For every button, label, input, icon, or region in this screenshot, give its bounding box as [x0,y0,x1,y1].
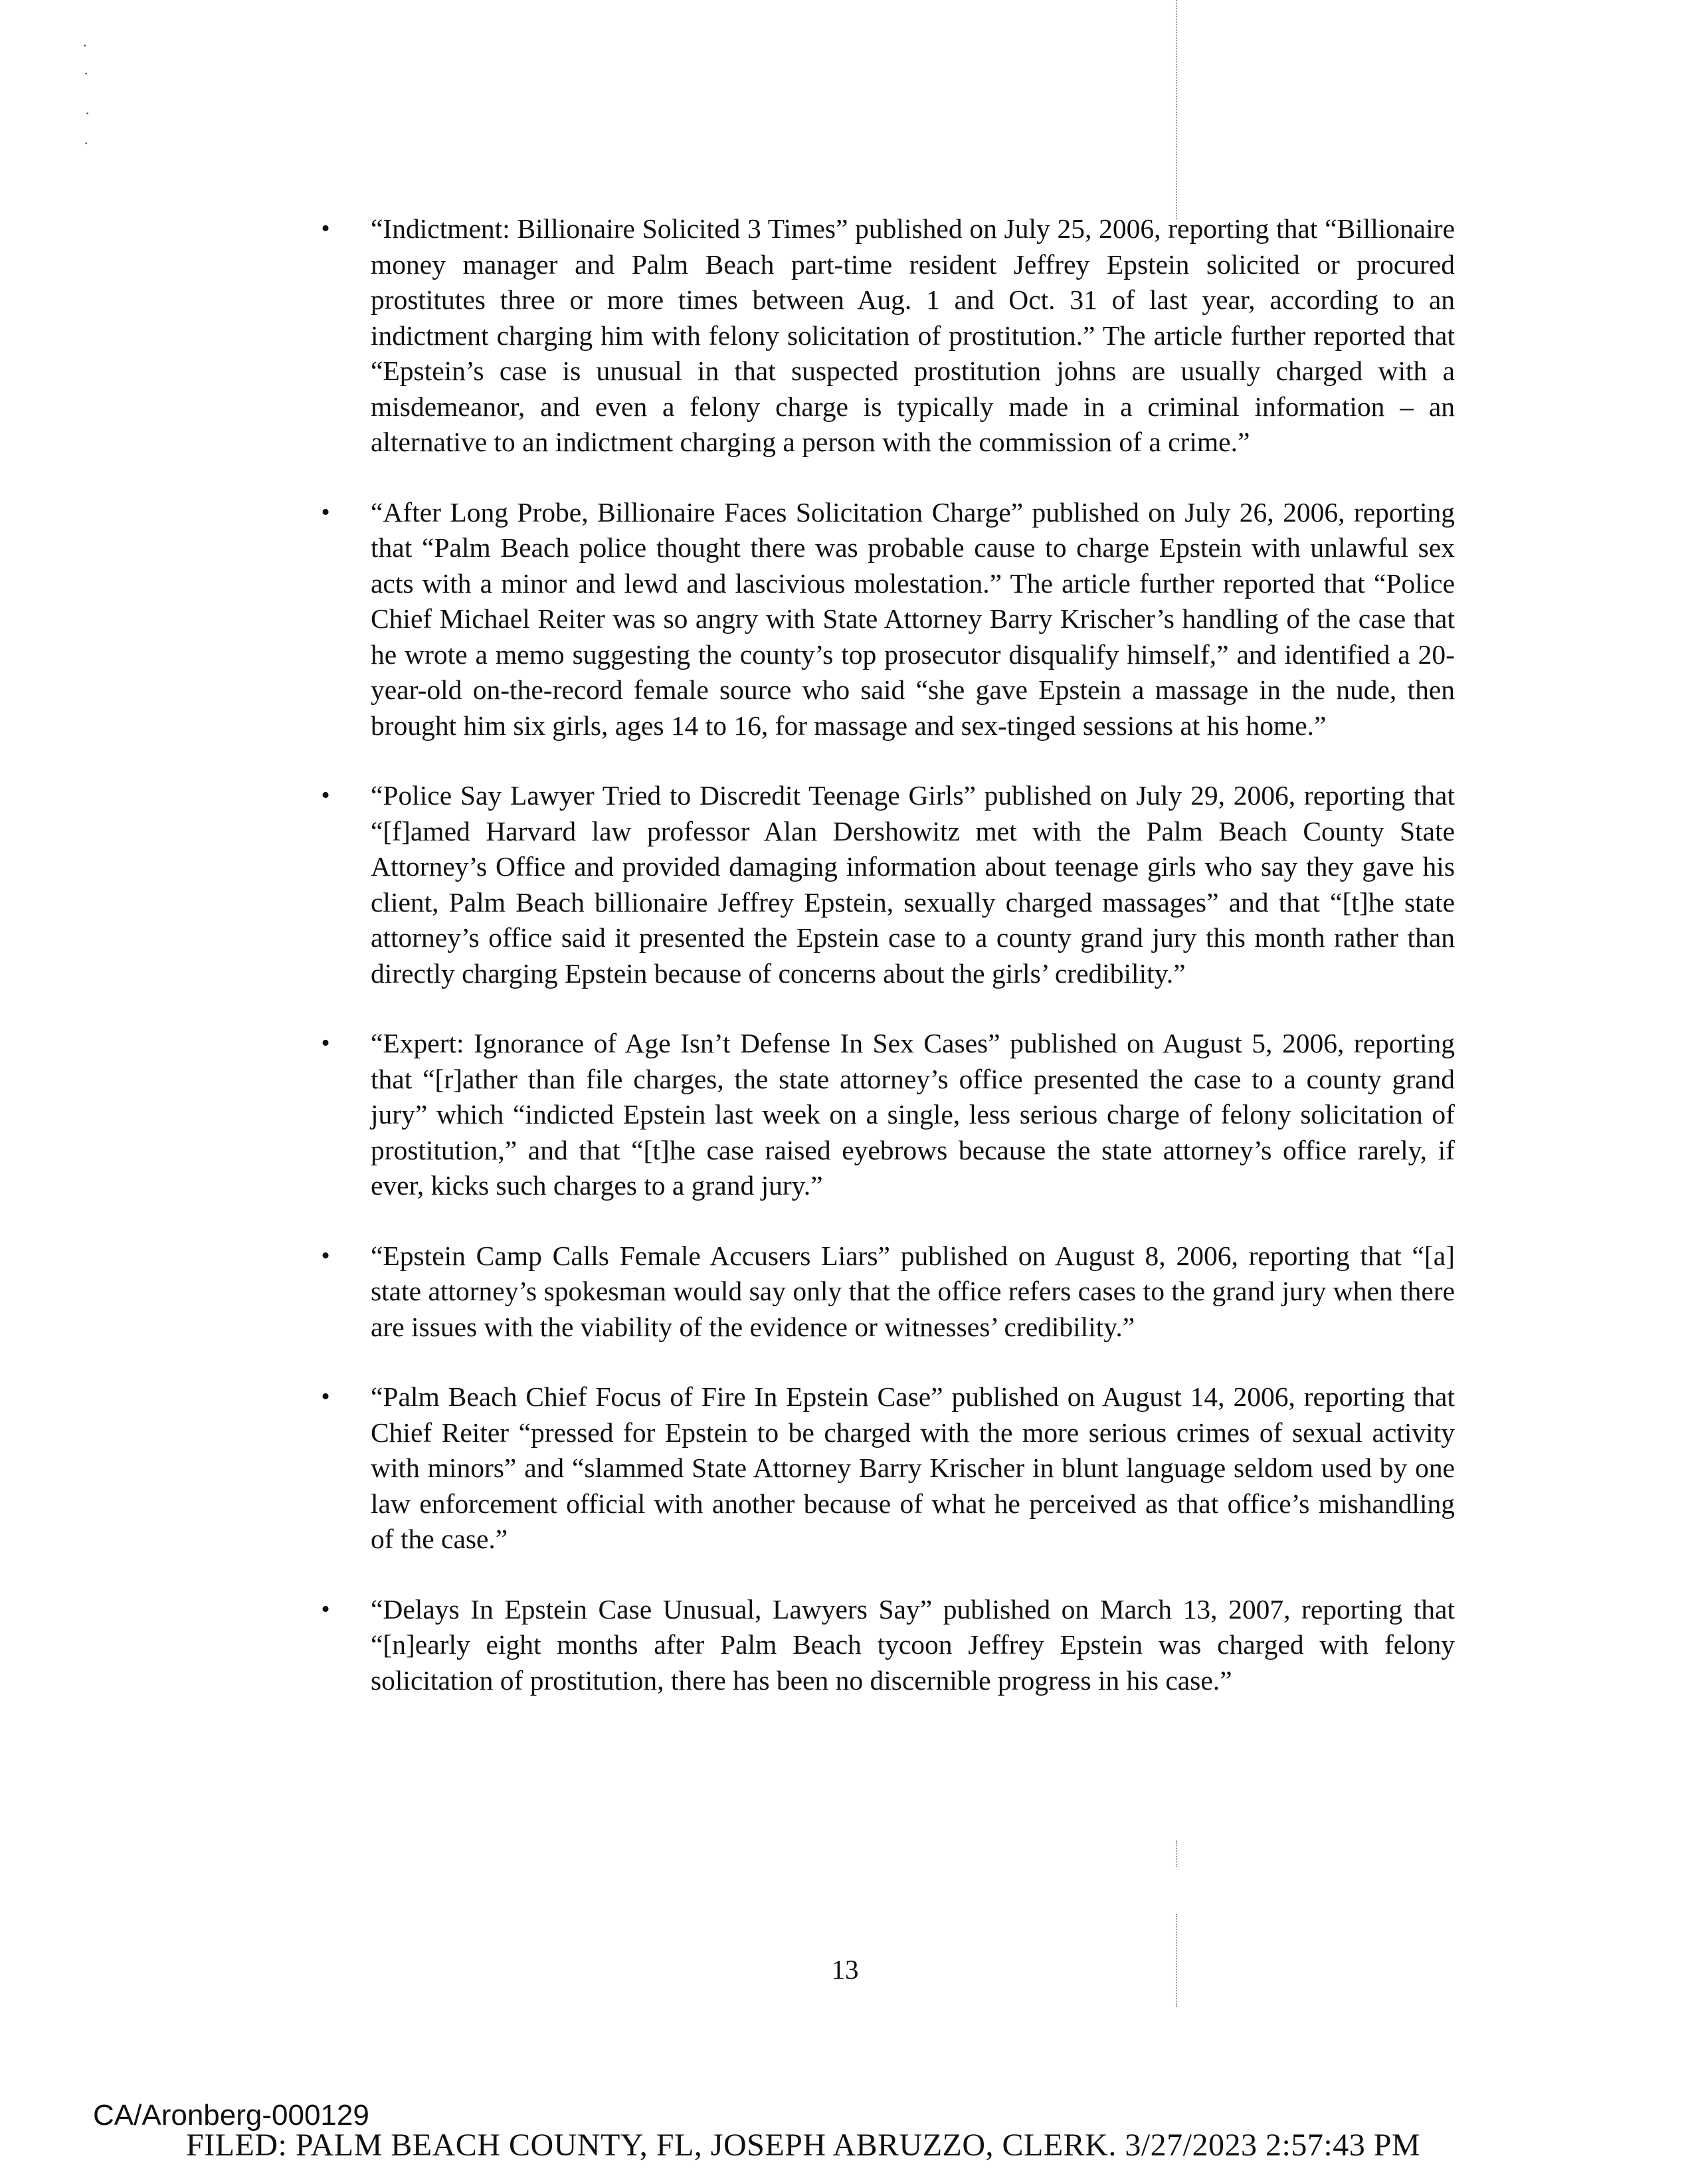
list-item-text: “Epstein Camp Calls Female Accusers Liars” published on August 8, 2006, reporting that “[a] state attorney’s spokesman would say only that the office refers cases to the grand jury when there are issues with the viability of the evidence or witnesses’ credibility.” [371,1240,1455,1342]
bullet-icon: • [321,498,330,526]
list-item-text: “After Long Probe, Billionaire Faces Solicitation Charge” published on July 26, 2006, reporting that “Palm Beach police thought there was probable cause to charge Epstein with unlawful sex acts with a minor and lewd and lascivious molestation.” The article further reported that “Police Chief Michael Reiter was so angry with State Attorney Barry Krischer’s handling of the case that he wrote a memo suggesting the county’s top prosecutor disqualify himself,” and identified a 20-year-old on-the-record female source who said “she gave Epstein a massage in the nude, then brought him six girls, ages 14 to 16, for massage and sex-tinged sessions at his home.” [371,496,1455,741]
scan-artifact: · [82,37,88,54]
list-item [312,1026,1455,1204]
scan-artifact: · [84,65,89,82]
list-item [312,1379,1455,1557]
bullet-icon: • [321,1029,330,1057]
list-item [312,495,1455,744]
bullet-icon: • [321,1595,330,1623]
list-item-text: “Indictment: Billionaire Solicited 3 Times” published on July 25, 2006, reporting that “Billionaire money manager and Palm Beach part-time resident Jeffrey Epstein solicited or procured prostitutes three or more times between Aug. 1 and Oct. 31 of last year, according to an indictment charging him with felony solicitation of prostitution.” The article further reported that “Epstein’s case is unusual in that suspected prostitution johns are usually charged with a misdemeanor, and even a felony charge is typically made in a criminal information – an alternative to an indictment charging a person with the commission of a crime.” [371,213,1455,457]
scan-line [1176,1840,1177,1867]
scan-line [1176,0,1177,219]
page-number: 13 [831,1954,859,1985]
bates-number: CA/Aronberg-000129 [93,2099,369,2132]
bullet-icon: • [321,781,330,809]
scan-artifact: · [85,105,90,122]
list-item-text: “Palm Beach Chief Focus of Fire In Epstein Case” published on August 14, 2006, reporting that Chief Reiter “pressed for Epstein to be charged with the more serious crimes of sexual activity with minors” and “slammed State Attorney Barry Krischer in blunt language seldom used by one law enforcement official with another because of what he perceived as that office’s mishandling of the case.” [371,1381,1455,1554]
bullet-icon: • [321,215,330,243]
list-item [312,1592,1455,1699]
bullet-icon: • [321,1383,330,1411]
bullet-icon: • [321,1241,330,1270]
scan-artifact: · [84,135,89,151]
list-item [312,778,1455,991]
list-item-text: “Delays In Epstein Case Unusual, Lawyers Say” published on March 13, 2007, reporting that “[n]early eight months after Palm Beach tycoon Jeffrey Epstein was charged with felony solicitation of prostitution, there has been no discernible progress in his case.” [371,1593,1455,1696]
filed-stamp: FILED: PALM BEACH COUNTY, FL, JOSEPH ABRUZZO, CLERK. 3/27/2023 2:57:43 PM [186,2128,1421,2163]
list-item-text: “Expert: Ignorance of Age Isn’t Defense In Sex Cases” published on August 5, 2006, reporting that “[r]ather than file charges, the state attorney’s office presented the case to a county grand jury” which “indicted Epstein last week on a single, less serious charge of felony solicitation of prostitution,” and that “[t]he case raised eyebrows because the state attorney’s office rarely, if ever, kicks such charges to a grand jury.” [371,1028,1455,1201]
list-item [312,211,1455,460]
list-item [312,1239,1455,1345]
scan-line [1176,1914,1177,2007]
news-article-list [312,211,1455,1733]
list-item-text: “Police Say Lawyer Tried to Discredit Teenage Girls” published on July 29, 2006, reporting that “[f]amed Harvard law professor Alan Dershowitz met with the Palm Beach County State Attorney’s Office and provided damaging information about teenage girls who say they gave his client, Palm Beach billionaire Jeffrey Epstein, sexually charged massages” and that “[t]he state attorney’s office said it presented the Epstein case to a county grand jury this month rather than directly charging Epstein because of concerns about the girls’ credibility.” [371,780,1455,989]
